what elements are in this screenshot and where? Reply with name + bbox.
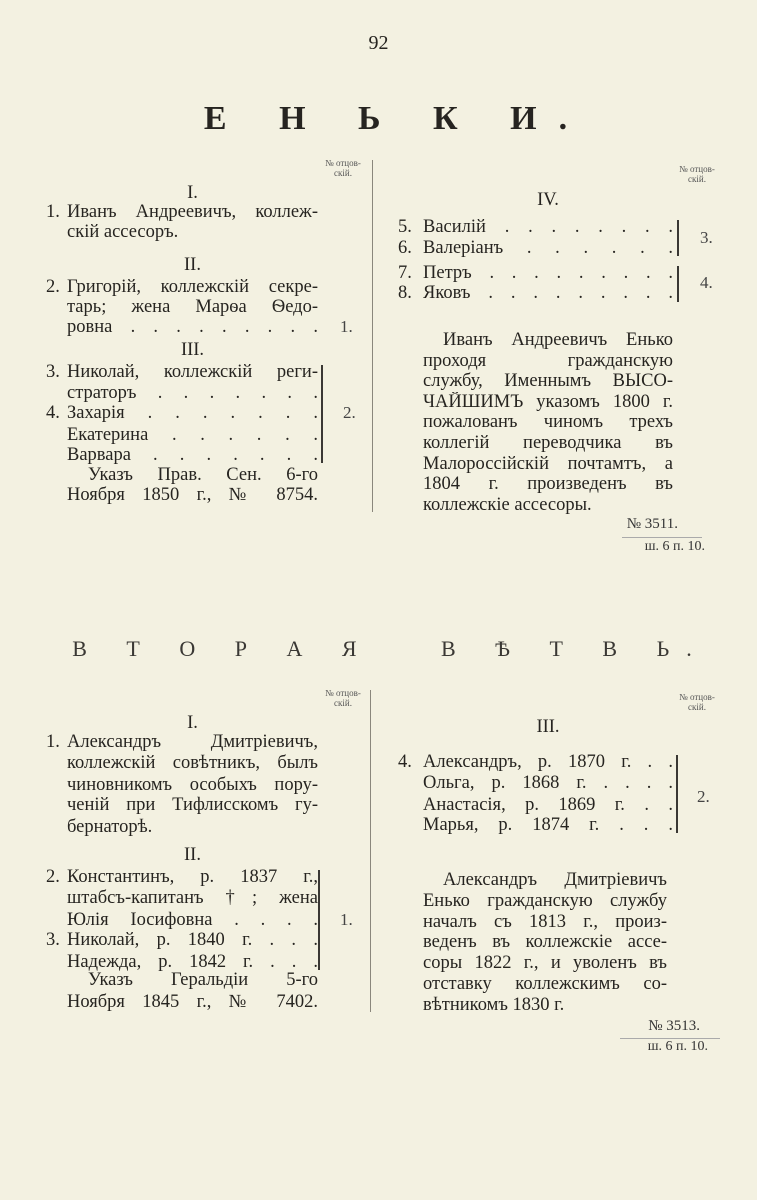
generation-heading: II. [184,255,201,275]
father-number: 2. [343,403,356,422]
paragraph-line: соры 1822 г., и уволенъ въ [423,953,667,974]
paragraph-line: Енько гражданскую службу [423,890,667,911]
entry-line [398,283,673,303]
paragraph-line: коллегій переводчика въ [423,433,673,453]
entry-text: Василій . . . . . . . . [423,217,673,237]
decree-line [88,970,318,990]
generation-heading: II. [184,845,201,865]
paragraph-line: началъ съ 1813 г., произ- [423,911,667,932]
paragraph-line: Иванъ Андреевичъ Енько [443,330,673,350]
paragraph-line: ЧАЙШИМЪ указомъ 1800 г. [423,391,673,412]
entry-text: Григорій, коллежскій секре- [67,277,318,297]
label-line: № отцов- [679,164,715,174]
family-title: Е Н Ь К И. [203,100,590,137]
entry-line [46,867,318,887]
archive-location: ш. 6 п. 10. [644,539,705,554]
label-line: скій. [688,174,706,184]
paragraph-line: службу, Именнымъ ВЫСО- [423,371,673,392]
entry-line: Варвара . . . . . . . [67,445,318,465]
brace [318,870,320,970]
label-line: скій. [334,698,352,708]
entry-line [46,362,318,382]
column-divider [370,690,371,1012]
entry-text: Николай, коллежскій реги- [67,362,318,382]
archive-reference: № 3511. [626,516,678,532]
entry-number: 4. [398,752,412,772]
entry-number: 1. [46,202,60,222]
decree-text: Указъ Геральдіи 5-го [88,970,318,990]
entry-text: Николай, р. 1840 г. . . . [67,930,318,950]
brace [677,220,679,256]
entry-line: бернаторѣ. [67,817,153,837]
father-number: 4. [700,273,713,292]
entry-line [398,263,673,283]
entry-line: скій ассесоръ. [67,222,179,242]
entry-line [46,732,318,752]
entry-line: Надежда, р. 1842 г. . . . [67,952,318,972]
entry-line: Екатерина . . . . . . [67,425,318,445]
entry-line [398,238,673,258]
father-number: 2. [697,787,710,806]
label-line: скій. [334,168,352,178]
paragraph-line: отставку коллежскимъ со- [423,974,667,994]
entry-text: Александръ Дмитріевичъ, [67,732,318,752]
archive-reference: № 3513. [648,1018,700,1034]
father-number: 1. [340,910,353,929]
entry-line: Ольга, р. 1868 г. . . . . [423,773,673,793]
archive-location: ш. 6 п. 10. [647,1039,708,1054]
paragraph-line: 1804 г. произведенъ въ [423,474,673,495]
father-number: 1. [340,317,353,336]
generation-heading: III. [180,340,205,360]
brace [676,755,678,833]
label-line: № отцов- [325,158,361,168]
column-label [664,164,730,184]
decree-line: Ноября 1850 г., № 8754. [67,485,318,505]
entry-line [398,217,673,237]
entry-text: Захарія . . . . . . . [67,403,318,423]
generation-heading: III. [536,717,560,737]
entry-line: Анастасія, р. 1869 г. . . [423,795,673,815]
paragraph-line: вѣтникомъ 1830 г. [423,994,565,1015]
entry-line: ровна . . . . . . . . . [67,317,318,337]
label-line: № отцов- [679,692,715,702]
entry-line: чиновникомъ особыхъ пору- [67,775,318,795]
paragraph-line: пожалованъ чиномъ трехъ [423,412,673,433]
entry-text: Иванъ Андреевичъ, коллеж- [67,202,318,222]
column-divider [372,160,373,512]
entry-line [46,202,318,222]
entry-text: Константинъ, р. 1837 г., [67,867,318,887]
label-line: скій. [688,702,706,712]
entry-line: ченій при Тифлисскомъ гу- [67,795,318,815]
column-label [310,158,376,178]
label-line: № отцов- [325,688,361,698]
decree-line: Ноября 1845 г., № 7402. [67,992,318,1012]
entry-number: 4. [46,403,60,423]
entry-line: страторъ . . . . . . . [67,383,318,403]
entry-number: 5. [398,217,412,237]
paragraph-line: Александръ Дмитріевичъ [443,870,667,890]
entry-number: 7. [398,263,412,283]
entry-line: штабсъ-капитанъ †; жена [67,888,318,908]
column-label [310,688,376,708]
paragraph-line: проходя гражданскую [423,350,673,371]
entry-number: 6. [398,238,412,258]
entry-number: 8. [398,283,412,303]
decree-text: Указъ Прав. Сен. 6-го [88,465,318,485]
entry-number: 2. [46,277,60,297]
entry-line: Марья, р. 1874 г. . . . [423,815,673,835]
entry-line [46,403,318,423]
entry-text: Александръ, р. 1870 г. . . [423,752,673,772]
generation-heading: IV. [537,190,559,210]
page-number: 92 [368,32,389,54]
entry-line [46,277,318,297]
entry-number: 2. [46,867,60,887]
generation-heading: I. [187,713,198,733]
entry-number: 3. [46,362,60,382]
entry-text: Петръ . . . . . . . . . [423,263,673,283]
generation-heading: I. [187,183,198,203]
entry-line: тарь; жена Марѳа Ѳедо- [67,297,318,317]
paragraph-line: коллежскіе ассесоры. [423,494,592,515]
entry-number: 3. [46,930,60,950]
brace [677,266,679,302]
reference-rule [622,537,702,538]
entry-number: 1. [46,732,60,752]
entry-line: коллежскій совѣтникъ, былъ [67,753,318,773]
column-label [664,692,730,712]
paragraph-line: Малороссійскій почтамтъ, а [423,453,673,474]
paragraph-line: веденъ въ коллежскіе ассе- [423,932,667,953]
entry-line [398,752,673,772]
entry-line [46,930,318,950]
entry-text: Валеріанъ . . . . . . [423,238,673,258]
entry-line: Юлія Іосифовна . . . . [67,910,318,930]
branch-title: В Т О Р А Я В Ѣ Т В Ь. [72,636,709,661]
decree-line [88,465,318,485]
brace [321,365,323,463]
father-number: 3. [700,228,713,247]
entry-text: Яковъ . . . . . . . . . [423,283,673,303]
